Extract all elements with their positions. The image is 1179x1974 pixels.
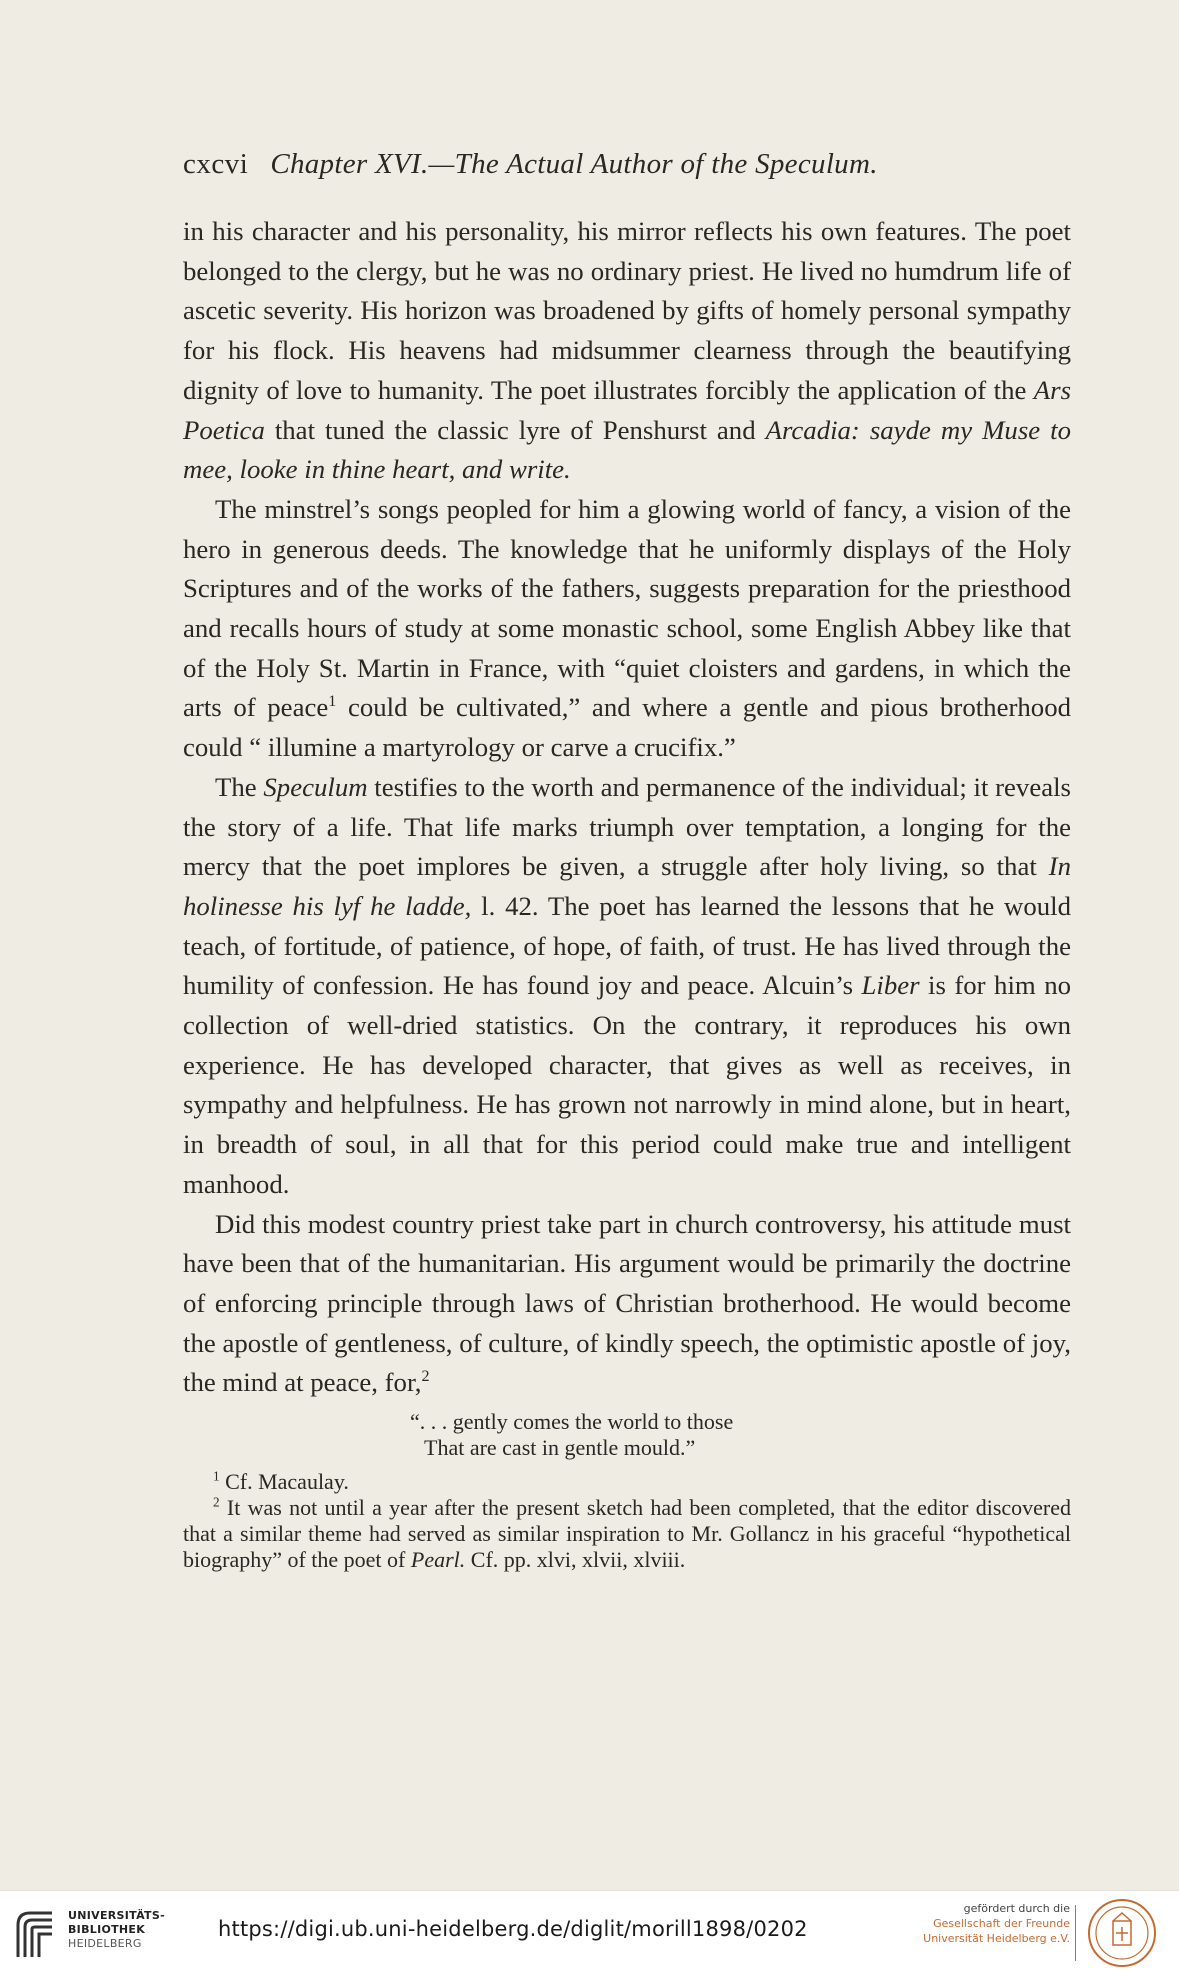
paragraph: Did this modest country priest take part in church controversy, his attitude must have been that of the humanitarian. His argument would be primarily the doctrine of enforcing principle through laws of Christian brotherhood. He would become the apostle of gentleness, of culture, of kindly speech, the optimistic apostle of joy, the mind at peace, for,$^2$ <box>183 1208 1071 1398</box>
paragraph: The minstrel’s songs peopled for him a glowing world of fancy, a vision of the hero in generous deeds. The knowledge that he uniformly displays of the Holy Scriptures and of the works of the fathers, suggests preparation for the priesthood and recalls hours of study at some monastic school, some English Abbey like that of the Holy St. Martin in France, with “quiet cloisters and gardens, in which the arts of peace$^1$ could be cultivated,” and where a gentle and pious brotherhood could “ illumine a martyrology or carve a crucifix.” <box>183 493 1071 763</box>
verse-quote: “. . . gently comes the world to those That are cast in gentle mould.” <box>410 1409 734 1461</box>
page-number: cxcvi <box>183 148 249 180</box>
viewer-footer <box>0 1890 1179 1974</box>
footnote: $^2$ It was not until a year after the present sketch had been completed, that the editor discovered that a similar theme had served as similar inspiration to Mr. Gollancz in his graceful “hypothetical biography” of the poet of Pearl. Cf. pp. xlvi, xlvii, xlviii. <box>183 1494 1071 1573</box>
university-seal-icon <box>1086 1897 1158 1969</box>
footnote: $^1$ Cf. Macaulay. <box>213 1468 349 1495</box>
footnote-ref: 1 <box>328 693 337 711</box>
running-title: Chapter XVI.—The Actual Author of the Speculum. <box>270 148 878 180</box>
footnote-ref: 2 <box>421 1368 430 1386</box>
sponsor-credit: gefördert durch die Gesellschaft der Freunde Universität Heidelberg e.V. <box>923 1902 1070 1945</box>
body-text <box>183 212 1071 1573</box>
paragraph: The Speculum testifies to the worth and permanence of the individual; it reveals the story of a life. That life marks triumph over temptation, a longing for the mercy that the poet implores be given, a struggle after holy living, so that In holinesse his lyf he ladde, l. 42. The poet has learned the lessons that he would teach, of fortitude, of patience, of hope, of faith, of trust. He has lived through the humility of confession. He has found joy and peace. Alcuin’s Liber is for him no collection of well-dried statistics. On the contrary, it reproduces his own experience. He has developed character, that gives as well as receives, in sympathy and helpfulness. He has grown not narrowly in mind alone, but in heart, in breadth of soul, in all that for this period could make true and intelligent manhood. <box>183 771 1071 1199</box>
divider <box>1075 1905 1076 1961</box>
permalink[interactable]: https://digi.ub.uni-heidelberg.de/diglit/morill1898/0202 <box>218 1917 808 1941</box>
library-building-icon[interactable] <box>12 1905 60 1961</box>
library-name: UNIVERSITÄTS- BIBLIOTHEK HEIDELBERG <box>68 1909 165 1950</box>
running-header <box>183 148 1063 181</box>
paragraph: in his character and his personality, his mirror reflects his own features. The poet belonged to the clergy, but he was no ordinary priest. He lived no humdrum life of ascetic severity. His horizon was broadened by gifts of homely personal sympathy for his flock. His heavens had midsummer clearness through the beautifying dignity of love to humanity. The poet illustrates forcibly the application of the Ars Poetica that tuned the classic lyre of Penshurst and Arcadia: sayde my Muse to mee, looke in thine heart, and write. <box>183 216 1071 485</box>
footnotes <box>183 1469 1071 1573</box>
